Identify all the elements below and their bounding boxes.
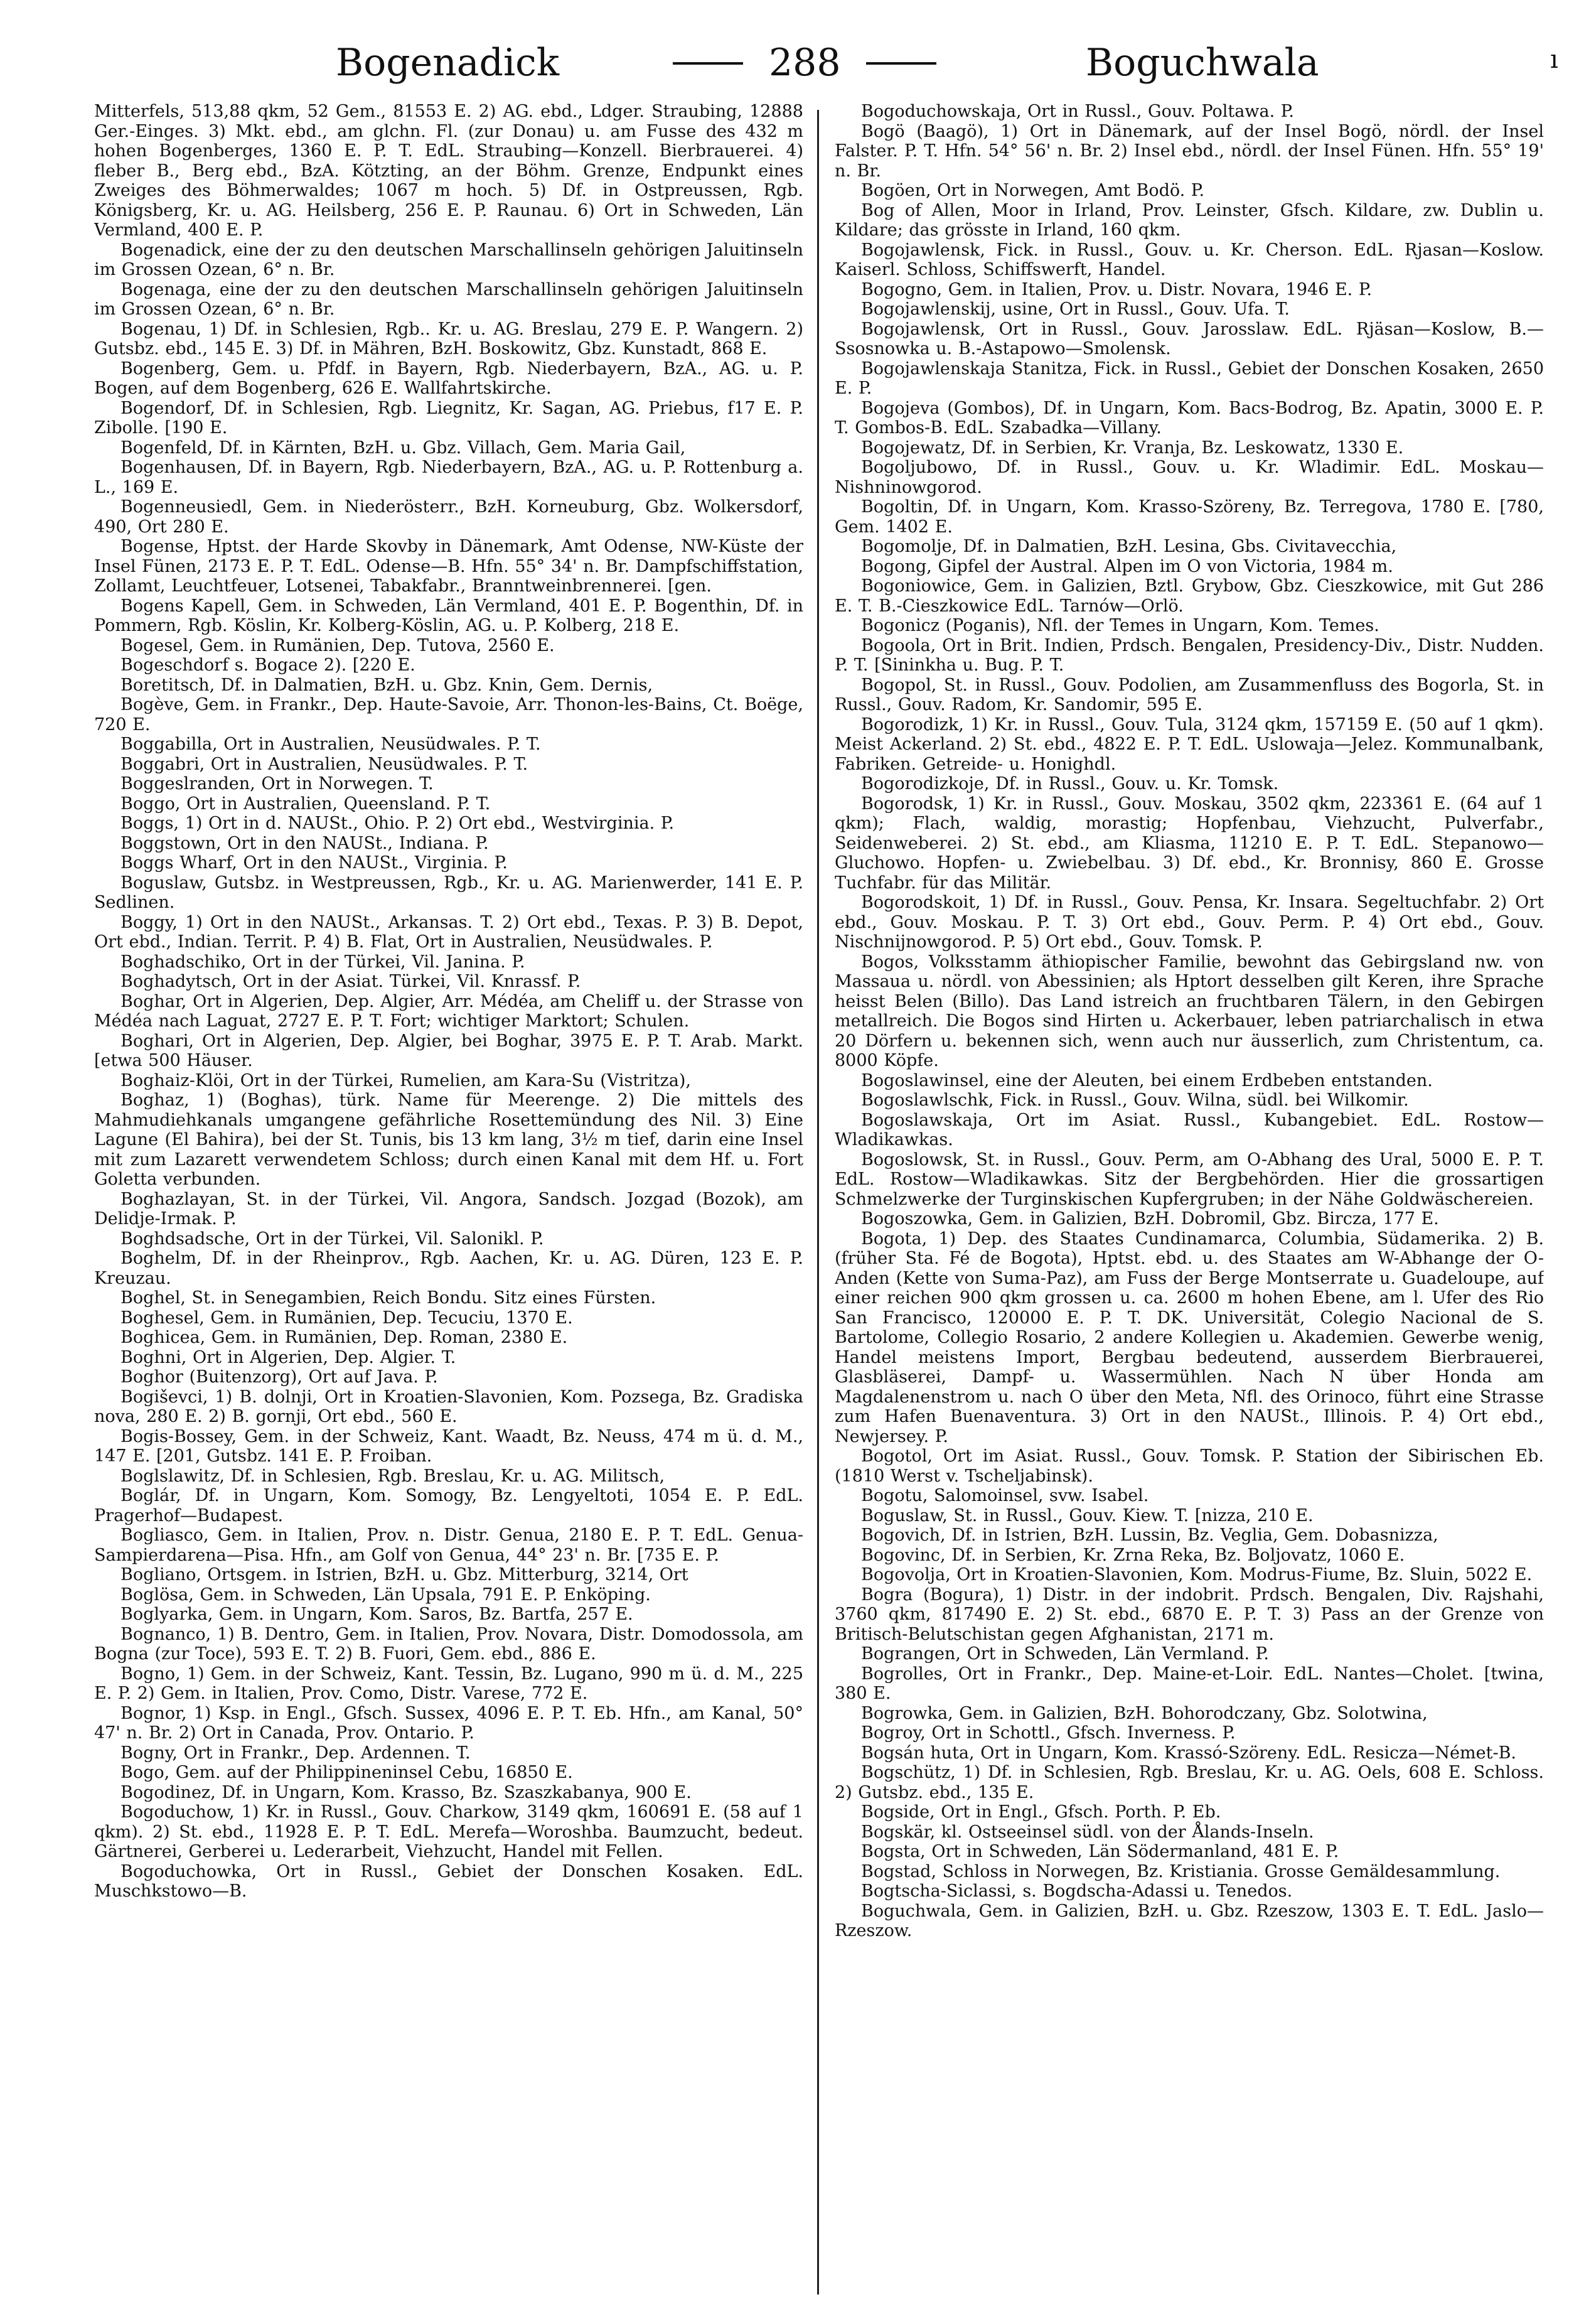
gazetteer-entry: Bogöen, Ort in Norwegen, Amt Bodö. P. bbox=[861, 181, 1205, 200]
gazetteer-entry: Bogense, Hptst. der Harde Skovby in Dänemark, Amt Odense, NW-Küste der Insel Fünen, 2173 E. P. T. EdL. Odense—B. Hfn. 55° 34' n. Br. Dampfschiffstation, Zollamt, Leuchtfeuer, Lotsenei, Tabakfabr., Branntweinbrennerei. [gen. bbox=[94, 537, 803, 596]
gazetteer-entry: Bogenhausen, Df. in Bayern, Rgb. Niederbayern, BzA., AG. u. P. Rottenburg a. L., 169 E. bbox=[94, 458, 803, 497]
gazetteer-entry: Bogoslawinsel, eine der Aleuten, bei einem Erdbeben entstanden. bbox=[861, 1070, 1433, 1090]
gazetteer-entry: Boggs Wharf, Ort in den NAUSt., Virginia. P. bbox=[120, 853, 508, 873]
gazetteer-entry: Bogis-Bossey, Gem. in der Schweiz, Kant. Waadt, Bz. Neuss, 474 m ü. d. M., 147 E. [201, Gutsbz. 141 E. P. Froiban. bbox=[94, 1426, 803, 1466]
gazetteer-entry: Bogschütz, 1) Df. in Schlesien, Rgb. Breslau, Kr. u. AG. Oels, 608 E. Schloss. 2) Gutsbz. ebd., 135 E. bbox=[835, 1763, 1544, 1802]
gazetteer-entry: Bogrowka, Gem. in Galizien, BzH. Bohorodczany, Gbz. Solotwina, bbox=[861, 1703, 1428, 1723]
gazetteer-entry: Bogesel, Gem. in Rumänien, Dep. Tutova, 2560 E. bbox=[120, 635, 555, 655]
gazetteer-entry: Bogorodskoit, 1) Df. in Russl., Gouv. Pensa, Kr. Insara. Segeltuchfabr. 2) Ort ebd., Gouv. Moskau. P. T. 3) Ort ebd., Gouv. Perm. P. 4) Ort ebd., Gouv. Nischnijnowgorod. P. 5) Ort ebd., Gouv. Tomsk. P. bbox=[835, 893, 1544, 952]
gazetteer-entry: Bogno, 1) Gem. in der Schweiz, Kant. Tessin, Bz. Lugano, 990 m ü. d. M., 225 E. P. 2) Gem. in Italien, Prov. Como, Distr. Varese, 772 E. bbox=[94, 1664, 803, 1703]
gazetteer-entry: Boghaz, 1) (Boghas), türk. Name für Meerenge. 2) Die mittels des Mahmudiehkanals umgangene gefährliche Rosettemündung des Nil. 3) Eine Lagune (El Bahira), bei der St. Tunis, bis 13 km lang, 3½ m tief, darin eine Insel mit zum Lazarett verwendetem Schloss; durch einen Kanal mit dem Hf. u. Fort Goletta verbunden. bbox=[94, 1090, 803, 1189]
gazetteer-entry: Bogojeva (Gombos), Df. in Ungarn, Kom. Bacs-Bodrog, Bz. Apatin, 3000 E. P. T. Gombos-B. EdL. Szabadka—Villany. bbox=[835, 398, 1544, 438]
gazetteer-entry: Boggabri, Ort in Australien, Neusüdwales. P. T. bbox=[120, 754, 528, 774]
gazetteer-entry: Boghadschiko, Ort in der Türkei, Vil. Janina. P. bbox=[120, 952, 525, 972]
gazetteer-entry: Bogota, 1) Dep. des Staates Cundinamarca, Columbia, Südamerika. 2) B. (früher Sta. Fé de Bogota), Hptst. ebd. u. des Staates am W-Abhange der O-Anden (Kette von Suma-Paz), am Fuss der Berge Montserrate u. Guadeloupe, auf einer reichen 900 qkm grossen u. ca. 2600 m hohen Ebene, am l. Ufer des Rio San Francisco, 120000 E. P. T. DK. Universität, Colegio Nacional de S. Bartolome, Collegio Rosario, 2 andere Kollegien u. Akademien. Gewerbe wenig, Handel meistens Import, Bergbau bedeutend, ausserdem Bierbrauerei, Glasbläserei, Dampf- u. Wassermühlen. Nach N über Honda am Magdalenenstrom u. nach O über den Meta, Nfl. des Orinoco, führt eine Strasse zum Hafen Buenaventura. 3) Ort in den NAUSt., Illinois. P. 4) Ort ebd., Newjersey. P. bbox=[835, 1229, 1544, 1446]
header-corner-mark: ı bbox=[1550, 45, 1558, 74]
gazetteer-entry: Bogoniowice, Gem. in Galizien, Bztl. Grybow, Gbz. Cieszkowice, mit Gut 286 E. T. B.-Cieszkowice EdL. Tarnów—Orlö. bbox=[835, 576, 1544, 616]
gazetteer-entry: Bogoslawskaja, Ort im Asiat. Russl., Kubangebiet. EdL. Rostow—Wladikawkas. bbox=[835, 1110, 1544, 1149]
gazetteer-entry: Bogotu, Salomoinsel, svw. Isabel. bbox=[861, 1486, 1149, 1505]
gazetteer-entry: Bogoslawlschk, Fick. in Russl., Gouv. Wilna, südl. bei Wilkomir. bbox=[861, 1090, 1409, 1110]
gazetteer-entry: Bogoduchowskaja, Ort in Russl., Gouv. Poltawa. P. bbox=[861, 102, 1295, 121]
gazetteer-entry: Bogoduchow, 1) Kr. in Russl., Gouv. Charkow, 3149 qkm, 160691 E. (58 auf 1 qkm). 2) St. ebd., 11928 E. P. T. EdL. Merefa—Woroshba. Baumzucht, bedeut. Gärtnerei, Gerberei u. Lederarbeit, Viehzucht, Handel mit Fellen. bbox=[94, 1802, 803, 1861]
gazetteer-entry: Boghadytsch, Ort in der Asiat. Türkei, Vil. Knrassf. P. bbox=[120, 972, 581, 991]
gazetteer-entry: Boggo, Ort in Australien, Queensland. P. T. bbox=[120, 793, 491, 814]
header-rule-right bbox=[866, 62, 936, 65]
page-header bbox=[0, 28, 1574, 97]
gazetteer-entry: Bogovich, Df. in Istrien, BzH. Lussin, Bz. Veglia, Gem. Dobasnizza, bbox=[861, 1525, 1438, 1545]
gazetteer-entry: Boghar, Ort in Algerien, Dep. Algier, Arr. Médéa, am Cheliff u. der Strasse von Médéa nach Laguat, 2727 E. P. T. Fort; wichtiger Marktort; Schulen. bbox=[94, 991, 803, 1031]
gazetteer-entry: Bog of Allen, Moor in Irland, Prov. Leinster, Gfsch. Kildare, zw. Dublin u. Kildare; das grösste in Irland, 160 qkm. bbox=[835, 200, 1544, 240]
gazetteer-entry: Bograngen, Ort in Schweden, Län Vermland. P. bbox=[861, 1644, 1269, 1664]
gazetteer-entry: Boghicea, Gem. in Rumänien, Dep. Roman, 2380 E. bbox=[120, 1328, 568, 1347]
gazetteer-entry: Bogorodizkoje, Df. in Russl., Gouv. u. Kr. Tomsk. bbox=[861, 774, 1279, 793]
gazetteer-entry: Bogroy, Ort in Schottl., Gfsch. Inverness. P. bbox=[861, 1723, 1236, 1743]
gazetteer-entry: Bogos, Volksstamm äthiopischer Familie, bewohnt das Gebirgsland nw. von Massaua u. nördl. von Abessinien; als Hptort desselben gilt Keren, ihre Sprache heisst Belen (Billo). Das Land istreich an fruchtbaren Tälern, in den Gebirgen metallreich. Die Bogos sind Hirten u. Ackerbauer, leben patriarchalisch in etwa 20 Dörfern u. bekennen sich, wenn auch nur äusserlich, zum Christentum, ca. 8000 Köpfe. bbox=[835, 952, 1544, 1070]
gazetteer-entry: Bogskär, kl. Ostseeinsel südl. von der Ålands-Inseln. bbox=[861, 1822, 1314, 1842]
gazetteer-entry: Bogiševci, 1) B. dolnji, Ort in Kroatien-Slavonien, Kom. Pozsega, Bz. Gradiska nova, 280 E. 2) B. gornji, Ort ebd., 560 E. bbox=[94, 1387, 803, 1426]
gazetteer-entry: Bogliano, Ortsgem. in Istrien, BzH. u. Gbz. Mitterburg, 3214, Ort bbox=[120, 1565, 688, 1584]
gazetteer-entry: Bogoola, Ort in Brit. Indien, Prdsch. Bengalen, Presidency-Div., Distr. Nudden. P. T. [Sininkha u. Bug. P. T. bbox=[835, 635, 1544, 675]
left-column bbox=[94, 102, 803, 2302]
gazetteer-entry: Bogoslowsk, St. in Russl., Gouv. Perm, am O-Abhang des Ural, 5000 E. P. T. EdL. Rostow—Wladikawkas. Sitz der Bergbehörden. Hier die grossartigen Schmelzwerke der Turginskischen Kupfergruben; in der Nähe Goldwäschereien. bbox=[835, 1149, 1544, 1209]
gazetteer-entry: Bogomolje, Df. in Dalmatien, BzH. Lesina, Gbs. Civitavecchia, bbox=[861, 537, 1397, 556]
gazetteer-entry: Bogra (Bogura), 1) Distr. in der indobrit. Prdsch. Bengalen, Div. Rajshahi, 3760 qkm, 817490 E. 2) St. ebd., 6870 E. P. T. 3) Pass an der Grenze von Britisch-Belutschistan gegen Afghanistan, 2171 m. bbox=[835, 1584, 1544, 1644]
gazetteer-entry: Bogojawlensk, Fick. in Russl., Gouv. u. Kr. Cherson. EdL. Rjasan—Koslow. Kaiserl. Schloss, Schiffswerft, Handel. bbox=[835, 240, 1544, 279]
gazetteer-entry: Bogenberg, Gem. u. Pfdf. in Bayern, Rgb. Niederbayern, BzA., AG. u. P. Bogen, auf dem Bogenberg, 626 E. Wallfahrtskirche. bbox=[94, 358, 803, 398]
gazetteer-entry: Bogodinez, Df. in Ungarn, Kom. Krasso, Bz. Szaszkabanya, 900 E. bbox=[120, 1782, 692, 1802]
header-rule-left bbox=[673, 62, 743, 65]
gazetteer-entry: Bogtscha-Siclassi, s. Bogdscha-Adassi u. Tenedos. bbox=[861, 1881, 1293, 1901]
gazetteer-entry: Bogopol, St. in Russl., Gouv. Podolien, am Zusammenfluss des Bogorla, St. in Russl., Gouv. Radom, Kr. Sandomir, 595 E. bbox=[835, 675, 1544, 714]
gazetteer-entry: Boglyarka, Gem. in Ungarn, Kom. Saros, Bz. Bartfa, 257 E. bbox=[120, 1605, 633, 1624]
gazetteer-entry: Bogenfeld, Df. in Kärnten, BzH. u. Gbz. Villach, Gem. Maria Gail, bbox=[120, 438, 686, 458]
gazetteer-entry: Boglslawitz, Df. in Schlesien, Rgb. Breslau, Kr. u. AG. Militsch, bbox=[120, 1466, 665, 1486]
gazetteer-entry: Bogö (Baagö), 1) Ort in Dänemark, auf der Insel Bogö, nördl. der Insel Falster. P. T. Hfn. 54° 56' n. Br. 2) Insel ebd., nördl. der Insel Fünen. Hfn. 55° 19' n. Br. bbox=[835, 121, 1544, 181]
gazetteer-entry: Bogève, Gem. in Frankr., Dep. Haute-Savoie, Arr. Thonon-les-Bains, Ct. Boëge, 720 E. bbox=[94, 695, 803, 734]
gazetteer-entry: Mitterfels, 513,88 qkm, 52 Gem., 81553 E. 2) AG. ebd., Ldger. Straubing, 12888 Ger.-Einges. 3) Mkt. ebd., am glchn. Fl. (zur Donau) u. am Fusse des 432 m hohen Bogenberges, 1360 E. P. T. EdL. Straubing—Konzell. Bierbrauerei. 4) fleber B., Berg ebd., BzA. Kötzting, an der Böhm. Grenze, Endpunkt eines Zweiges des Böhmerwaldes; 1067 m hoch. 5) Df. in Ostpreussen, Rgb. Königsberg, Kr. u. AG. Heilsberg, 256 E. P. Raunau. 6) Ort in Schweden, Län Vermland, 400 E. P. bbox=[94, 102, 803, 240]
gazetteer-entry: Bogenadick, eine der zu den deutschen Marschallinseln gehörigen Jaluitinseln im Grossen Ozean, 6° n. Br. bbox=[94, 240, 803, 279]
gazetteer-entry: Bogojewatz, Df. in Serbien, Kr. Vranja, Bz. Leskowatz, 1330 E. bbox=[861, 438, 1404, 458]
gazetteer-entry: Bogojawlenskij, usine, Ort in Russl., Gouv. Ufa. T. bbox=[861, 299, 1290, 319]
gazetteer-entry: Bogorodizk, 1) Kr. in Russl., Gouv. Tula, 3124 qkm, 157159 E. (50 auf 1 qkm). Meist Ackerland. 2) St. ebd., 4822 E. P. T. EdL. Uslowaja—Jelez. Kommunalbank, Fabriken. Getreide- u. Honighdl. bbox=[835, 714, 1544, 774]
gazetteer-entry: Boghazlayan, St. in der Türkei, Vil. Angora, Sandsch. Jozgad (Bozok), am Delidje-Irmak. P. bbox=[94, 1189, 803, 1229]
page-number: 288 bbox=[769, 41, 841, 85]
gazetteer-entry: Bogovolja, Ort in Kroatien-Slavonien, Kom. Modrus-Fiume, Bz. Sluin, 5022 E. bbox=[861, 1565, 1533, 1584]
gazetteer-entry: Bogogno, Gem. in Italien, Prov. u. Distr. Novara, 1946 E. P. bbox=[861, 279, 1373, 299]
gazetteer-entry: Bogenneusiedl, Gem. in Niederösterr., BzH. Korneuburg, Gbz. Wolkersdorf, 490, Ort 280 E. bbox=[94, 497, 803, 537]
gazetteer-entry: Bogoljubowo, Df. in Russl., Gouv. u. Kr. Wladimir. EdL. Moskau—Nishninowgorod. bbox=[835, 458, 1544, 497]
gazetteer-entry: Bogens Kapell, Gem. in Schweden, Län Vermland, 401 E. P. Bogenthin, Df. in Pommern, Rgb. Köslin, Kr. Kolberg-Köslin, AG. u. P. Kolberg, 218 E. bbox=[94, 596, 803, 635]
gazetteer-entry: Boggs, 1) Ort in d. NAUSt., Ohio. P. 2) Ort ebd., Westvirginia. P. bbox=[120, 814, 675, 833]
gazetteer-entry: Bogoszowka, Gem. in Galizien, BzH. Dobromil, Gbz. Bircza, 177 E. bbox=[861, 1209, 1439, 1229]
gazetteer-entry: Boggeslranden, Ort in Norwegen. T. bbox=[120, 774, 434, 793]
gazetteer-entry: Boghesel, Gem. in Rumänien, Dep. Tecuciu, 1370 E. bbox=[120, 1308, 573, 1328]
gazetteer-entry: Bogorodsk, 1) Kr. in Russl., Gouv. Moskau, 3502 qkm, 223361 E. (64 auf 1 qkm); Flach, waldig, morastig; Hopfenbau, Viehzucht, Pulverfabr., Seidenweberei. 2) St. ebd., am Kliasma, 11210 E. P. T. EdL. Stepanowo—Gluchowo. Hopfen- u. Zwiebelbau. 3) Df. ebd., Kr. Bronnisy, 860 E. Grosse Tuchfabr. für das Militär. bbox=[835, 793, 1544, 893]
gazetteer-entry: Boglár, Df. in Ungarn, Kom. Somogy, Bz. Lengyeltoti, 1054 E. P. EdL. Pragerhof—Budapest. bbox=[94, 1486, 803, 1525]
gazetteer-entry: Boghelm, Df. in der Rheinprov., Rgb. Aachen, Kr. u. AG. Düren, 123 E. P. Kreuzau. bbox=[94, 1249, 803, 1288]
gazetteer-entry: Boghaiz-Klöi, Ort in der Türkei, Rumelien, am Kara-Su (Vistritza), bbox=[120, 1070, 691, 1090]
gazetteer-entry: Bogong, Gipfel der Austral. Alpen im O von Victoria, 1984 m. bbox=[861, 556, 1393, 576]
gazetteer-entry: Boglösa, Gem. in Schweden, Län Upsala, 791 E. P. Enköping. bbox=[120, 1584, 651, 1605]
header-last-entry-word: Boguchwala bbox=[1086, 41, 1319, 85]
gazetteer-entry: Bogenaga, eine der zu den deutschen Marschallinseln gehörigen Jaluitinseln im Grossen Ozean, 6° n. Br. bbox=[94, 279, 803, 319]
gazetteer-entry: Boggy, 1) Ort in den NAUSt., Arkansas. T. 2) Ort ebd., Texas. P. 3) B. Depot, Ort ebd., Indian. Territ. P. 4) B. Flat, Ort in Australien, Neusüdwales. P. bbox=[94, 912, 803, 952]
column-divider bbox=[817, 110, 819, 2294]
gazetteer-entry: Bogsán huta, Ort in Ungarn, Kom. Krassó-Szöreny. EdL. Resicza—Német-B. bbox=[861, 1743, 1516, 1763]
gazetteer-entry: Boghel, St. in Senegambien, Reich Bondu. Sitz eines Fürsten. bbox=[120, 1288, 656, 1308]
gazetteer-entry: Bogendorf, Df. in Schlesien, Rgb. Liegnitz, Kr. Sagan, AG. Priebus, f17 E. P. Zibolle. [190 E. bbox=[94, 398, 803, 438]
gazetteer-entry: Bogojawlensk, Ort in Russl., Gouv. Jarosslaw. EdL. Rjäsan—Koslow, B.—Ssosnowka u. B.-Astapowo—Smolensk. bbox=[835, 319, 1544, 358]
gazetteer-entry: Boghari, Ort in Algerien, Dep. Algier, bei Boghar, 3975 E. P. T. Arab. Markt. [etwa 500 Häuser. bbox=[94, 1031, 803, 1070]
gazetteer-entry: Bogeschdorf s. Bogace 2). [220 E. bbox=[120, 655, 415, 675]
gazetteer-entry: Bogo, Gem. auf der Philippineninsel Cebu, 16850 E. bbox=[120, 1763, 573, 1782]
gazetteer-entry: Boghdsadsche, Ort in der Türkei, Vil. Salonikl. P. bbox=[120, 1229, 544, 1249]
gazetteer-entry: Boggabilla, Ort in Australien, Neusüdwales. P. T. bbox=[120, 734, 541, 754]
gazetteer-entry: Bogoduchowka, Ort in Russl., Gebiet der Donschen Kosaken. EdL. Muschkstowo—B. bbox=[94, 1861, 803, 1901]
gazetteer-entry: Boggstown, Ort in den NAUSt., Indiana. P. bbox=[120, 833, 489, 853]
gazetteer-entry: Bogojawlenskaja Stanitza, Fick. in Russl., Gebiet der Donschen Kosaken, 2650 E. P. bbox=[835, 358, 1544, 398]
gazetteer-entry: Bogenau, 1) Df. in Schlesien, Rgb.. Kr. u. AG. Breslau, 279 E. P. Wangern. 2) Gutsbz. ebd., 145 E. 3) Df. in Mähren, BzH. Boskowitz, Gbz. Kunstadt, 868 E. bbox=[94, 319, 803, 358]
gazetteer-entry: Bogoltin, Df. in Ungarn, Kom. Krasso-Szöreny, Bz. Terregova, 1780 E. [780, Gem. 1402 E. bbox=[835, 497, 1544, 537]
gazetteer-entry: Bognanco, 1) B. Dentro, Gem. in Italien, Prov. Novara, Distr. Domodossola, am Bogna (zur Toce), 593 E. T. 2) B. Fuori, Gem. ebd., 886 E. bbox=[94, 1624, 803, 1664]
gazetteer-entry: Bogside, Ort in Engl., Gfsch. Porth. P. Eb. bbox=[861, 1802, 1221, 1822]
gazetteer-entry: Boghni, Ort in Algerien, Dep. Algier. T. bbox=[120, 1347, 456, 1367]
gazetteer-entry: Bogsta, Ort in Schweden, Län Södermanland, 481 E. P. bbox=[861, 1842, 1339, 1861]
gazetteer-entry: Bogrolles, Ort in Frankr., Dep. Maine-et-Loir. EdL. Nantes—Cholet. [twina, 380 E. bbox=[835, 1664, 1544, 1703]
gazetteer-entry: Bognor, 1) Ksp. in Engl., Gfsch. Sussex, 4096 E. P. T. Eb. Hfn., am Kanal, 50° 47' n. Br. 2) Ort in Canada, Prov. Ontario. P. bbox=[94, 1703, 803, 1743]
header-first-entry-word: Bogenadick bbox=[336, 41, 560, 85]
gazetteer-entry: Boghor (Buitenzorg), Ort auf Java. P. bbox=[120, 1367, 438, 1387]
right-column bbox=[835, 102, 1544, 2302]
gazetteer-entry: Boguslaw, St. in Russl., Gouv. Kiew. T. [nizza, 210 E. bbox=[861, 1505, 1314, 1525]
gazetteer-entry: Bogliasco, Gem. in Italien, Prov. n. Distr. Genua, 2180 E. P. T. EdL. Genua-Sampierdarena—Pisa. Hfn., am Golf von Genua, 44° 23' n. Br. [735 E. P. bbox=[94, 1525, 803, 1565]
gazetteer-entry: Bogovinc, Df. in Serbien, Kr. Zrna Reka, Bz. Boljovatz, 1060 E. bbox=[861, 1545, 1405, 1565]
gazetteer-entry: Boguchwala, Gem. in Galizien, BzH. u. Gbz. Rzeszow, 1303 E. T. EdL. Jaslo—Rzeszow. bbox=[835, 1901, 1544, 1940]
gazetteer-entry: Bogotol, Ort im Asiat. Russl., Gouv. Tomsk. P. Station der Sibirischen Eb. (1810 Werst v. Tscheljabinsk). bbox=[835, 1446, 1544, 1486]
gazetteer-entry: Bogny, Ort in Frankr., Dep. Ardennen. T. bbox=[120, 1743, 471, 1763]
gazetteer-entry: Boretitsch, Df. in Dalmatien, BzH. u. Gbz. Knin, Gem. Dernis, bbox=[120, 675, 653, 695]
gazetteer-entry: Bogstad, Schloss in Norwegen, Bz. Kristiania. Grosse Gemäldesammlung. bbox=[861, 1861, 1501, 1881]
gazetteer-entry: Bogonicz (Poganis), Nfl. der Temes in Ungarn, Kom. Temes. bbox=[861, 616, 1379, 635]
gazetteer-entry: Boguslaw, Gutsbz. in Westpreussen, Rgb., Kr. u. AG. Marienwerder, 141 E. P. Sedlinen. bbox=[94, 873, 803, 912]
